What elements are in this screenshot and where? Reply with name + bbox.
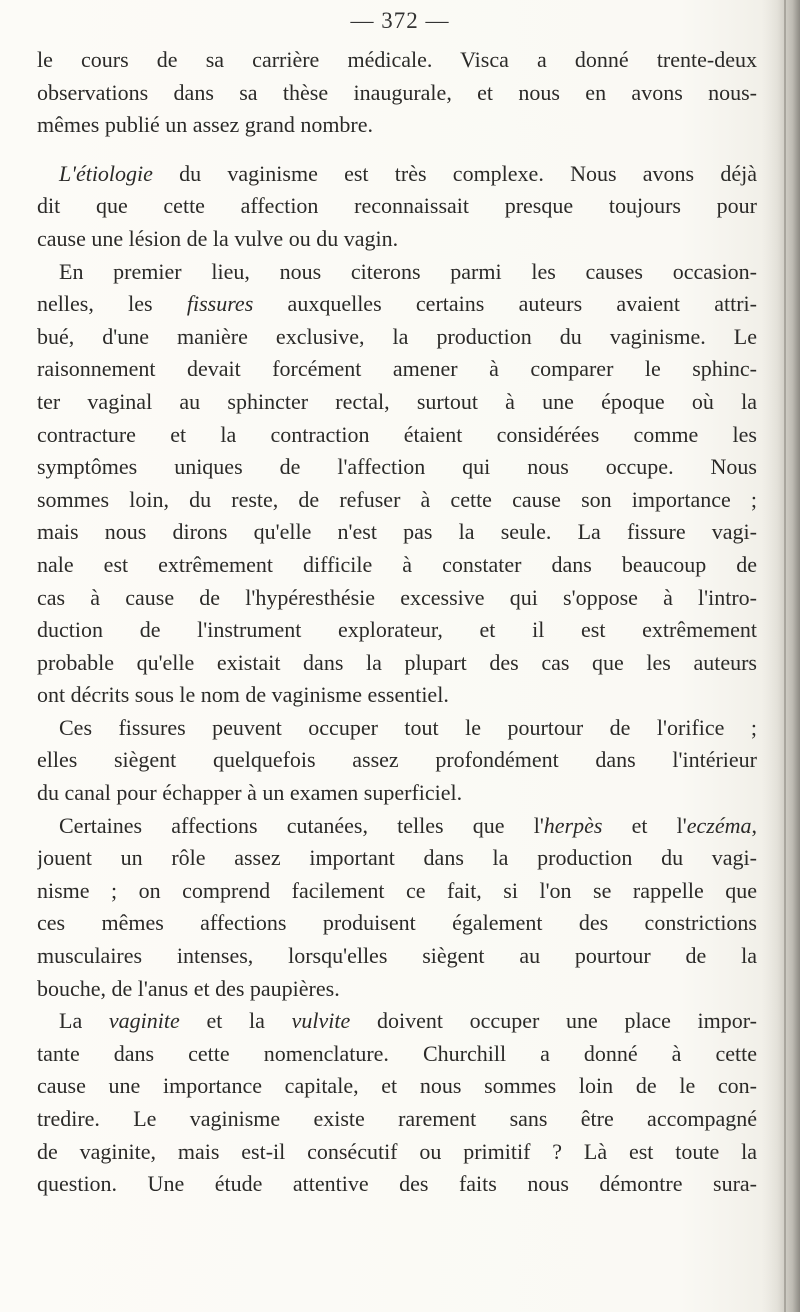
italic-term: fissures bbox=[186, 291, 254, 317]
text-line: ont décrits sous le nom de vaginisme essentiel. bbox=[37, 682, 449, 708]
text-line: duction de l'instrument explorateur, et il est extrêmement bbox=[37, 617, 757, 643]
text-line: elles siègent quelquefois assez profondément dans l'intérieur bbox=[37, 747, 757, 773]
text-line: question. Une étude attentive des faits nous démontre sura- bbox=[37, 1171, 757, 1197]
italic-term: herpès bbox=[543, 812, 603, 838]
page-edge-shadow bbox=[762, 0, 800, 1312]
text-line: ces mêmes affections produisent également des constrictions bbox=[37, 910, 757, 936]
text-line: cause une importance capitale, et nous sommes loin de le con- bbox=[37, 1073, 757, 1099]
text-line: musculaires intenses, lorsqu'elles siègent au pourtour de la bbox=[37, 943, 757, 969]
text-line: cause une lésion de la vulve ou du vagin. bbox=[37, 225, 399, 251]
page-number: — 372 — bbox=[350, 8, 450, 33]
text-line: jouent un rôle assez important dans la production du vagi- bbox=[37, 845, 757, 871]
text-line: nelles, les fissures auxquelles certains auteurs avaient attri- bbox=[37, 291, 757, 317]
italic-term: vulvite bbox=[291, 1008, 351, 1034]
text-line: Ces fissures peuvent occuper tout le pourtour de l'orifice ; bbox=[59, 714, 757, 740]
text-line: En premier lieu, nous citerons parmi les causes occasion- bbox=[59, 258, 757, 284]
italic-term: vaginite bbox=[108, 1008, 180, 1034]
text-line: tante dans cette nomenclature. Churchill a donné à cette bbox=[37, 1040, 757, 1066]
italic-term: L'étiologie bbox=[59, 160, 153, 186]
text-line: L'étiologie du vaginisme est très complexe. Nous avons déjà bbox=[59, 160, 757, 186]
page-edge-line bbox=[784, 0, 786, 1312]
text-line: La vaginite et la vulvite doivent occuper une place impor- bbox=[59, 1008, 757, 1034]
text-line: bouche, de l'anus et des paupières. bbox=[37, 975, 340, 1001]
text-line: probable qu'elle existait dans la plupart des cas que les auteurs bbox=[37, 649, 757, 675]
text-line: le cours de sa carrière médicale. Visca a donné trente-deux bbox=[37, 47, 757, 72]
text-line: nale est extrêmement difficile à constater dans beaucoup de bbox=[37, 551, 757, 577]
text-line: ter vaginal au sphincter rectal, surtout à une époque où la bbox=[37, 388, 757, 414]
text-line: nisme ; on comprend facilement ce fait, si l'on se rappelle que bbox=[37, 877, 757, 903]
text-line: symptômes uniques de l'affection qui nous occupe. Nous bbox=[37, 454, 757, 480]
text-line: cas à cause de l'hypéresthésie excessive qui s'oppose à l'intro- bbox=[37, 584, 757, 610]
text-line: dit que cette affection reconnaissait presque toujours pour bbox=[37, 193, 757, 219]
text-line: mais nous dirons qu'elle n'est pas la seule. La fissure vagi- bbox=[37, 519, 757, 545]
text-line: mêmes publié un assez grand nombre. bbox=[37, 112, 374, 138]
text-line: contracture et la contraction étaient considérées comme les bbox=[37, 421, 757, 447]
text-line: du canal pour échapper à un examen superficiel. bbox=[37, 780, 463, 806]
text-line: de vaginite, mais est-il consécutif ou primitif ? Là est toute la bbox=[37, 1138, 757, 1164]
body-text bbox=[37, 44, 757, 1201]
text-line: observations dans sa thèse inaugurale, et nous en avons nous- bbox=[37, 79, 757, 105]
text-line: tredire. Le vaginisme existe rarement sans être accompagné bbox=[37, 1106, 757, 1131]
italic-term: eczéma bbox=[686, 812, 752, 838]
text-line: raisonnement devait forcément amener à comparer le sphinc- bbox=[37, 356, 757, 382]
text-line: Certaines affections cutanées, telles que l'herpès et l'eczéma, bbox=[59, 812, 757, 838]
text-line: sommes loin, du reste, de refuser à cette cause son importance ; bbox=[37, 486, 757, 512]
text-line: bué, d'une manière exclusive, la production du vaginisme. Le bbox=[37, 323, 757, 349]
